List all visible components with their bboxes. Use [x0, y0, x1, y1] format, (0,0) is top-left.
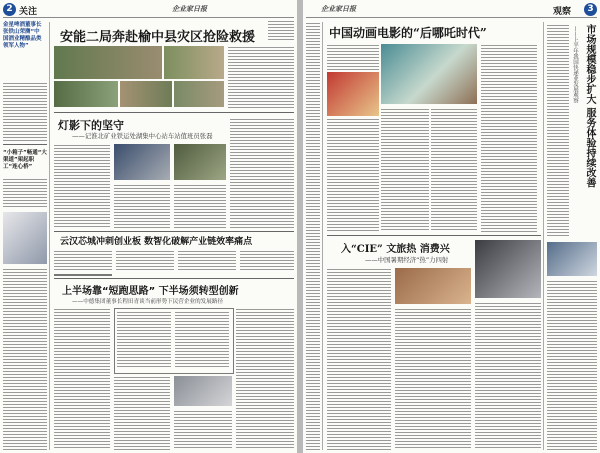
- story-3-text-c: [178, 250, 236, 272]
- left-masthead: [3, 3, 294, 18]
- main-story-text-d: [481, 44, 537, 232]
- story-2-text-b: [395, 308, 471, 450]
- headline-2: 入“CIE” 文旅热 消费兴: [341, 244, 450, 255]
- story-4-photo: [174, 376, 232, 406]
- main-story-text-b: [381, 108, 429, 232]
- story-4-text-b: [114, 376, 170, 450]
- main-headline: 中国动画电影的“后哪吒时代”: [329, 26, 487, 40]
- subheadline-2: ——中国暑期经济“热”力四射: [365, 256, 449, 264]
- sidebar-headline-1: 金星啤酒董事长张铁山荣膺“中国酒业精酿品类领军人物”: [3, 22, 42, 49]
- subheadline-4: ——中德集团董事长程田青谈当前形势下民营企业的发展路径: [72, 299, 224, 305]
- main-lede-text: [327, 44, 379, 70]
- main-story-text: [228, 46, 294, 108]
- rescue-photo-4: [120, 81, 172, 107]
- column-rule: [49, 22, 50, 450]
- vertical-subheadline: ——上半年我国快递业发展观察: [572, 26, 578, 103]
- divider: [54, 278, 294, 279]
- main-story-text-a: [327, 118, 379, 232]
- animation-photo-1: [381, 44, 477, 104]
- vertical-headline: 市场规模稳步扩大 服务体验持续改善: [584, 24, 595, 188]
- headline-4: 上半场靠“短跑思路” 下半场须转型创新: [62, 286, 239, 297]
- story-2-text-a: [327, 268, 391, 450]
- column-rule: [543, 22, 544, 450]
- headline-3: 云汉芯城冲刺创业板 数智化破解产业链效率痛点: [60, 237, 253, 247]
- main-story-text-c: [431, 108, 477, 232]
- vertical-story-text-a: [547, 24, 569, 238]
- headline-2: 灯影下的坚守: [58, 119, 124, 132]
- divider: [54, 112, 294, 113]
- sidebar-text-2: [3, 178, 47, 208]
- sidebar-text-1: [3, 82, 47, 142]
- page-number-badge: 3: [584, 3, 597, 16]
- narrow-column-text: [306, 22, 320, 450]
- story-4-text-a: [54, 308, 110, 450]
- story-2-photo-1: [395, 268, 471, 304]
- divider: [327, 235, 541, 236]
- rescue-photo-2: [164, 46, 224, 79]
- story-4-text-d: [236, 308, 294, 450]
- story-4-boxed-text-a: [117, 311, 171, 369]
- notice-text: [268, 20, 294, 42]
- story-3-text-a: [54, 250, 112, 272]
- story-2-text-b: [114, 184, 170, 228]
- animation-poster: [327, 72, 379, 116]
- rescue-photo-1: [54, 46, 162, 79]
- express-photo: [547, 242, 597, 276]
- main-headline: 安能二局奔赴榆中县灾区抢险救援: [60, 30, 256, 45]
- sidebar-text-3: [3, 268, 47, 450]
- story-2-text-d: [230, 118, 294, 228]
- paper-name: 企业家日报: [321, 4, 356, 13]
- sidebar-headline-2: “小箱子”畅通“大渠道”架起职工“连心桥”: [3, 150, 47, 170]
- section-title: 观察: [553, 7, 572, 17]
- page-number-badge: 2: [3, 3, 16, 16]
- right-page: [303, 0, 600, 453]
- rescue-photo-5: [174, 81, 224, 107]
- story-3-text-d: [240, 250, 294, 272]
- paper-name: 企业家日报: [172, 4, 207, 13]
- sidebar-photo: [3, 212, 47, 264]
- divider: [3, 144, 47, 145]
- story-2-text-c: [475, 302, 541, 450]
- story-4-boxed-text-b: [175, 311, 229, 369]
- story-3-rule: [54, 274, 112, 276]
- story-2-text-c: [174, 184, 226, 228]
- rescue-photo-3: [54, 81, 118, 107]
- story-2-photo-2: [475, 240, 541, 298]
- story-2-text-a: [54, 144, 110, 228]
- story-2-photo-1: [114, 144, 170, 180]
- story-2-photo-2: [174, 144, 226, 180]
- column-rule: [322, 22, 323, 450]
- story-4-text-c: [174, 410, 232, 450]
- left-page: [0, 0, 297, 453]
- vertical-story-text-b: [547, 280, 597, 450]
- divider: [54, 231, 294, 232]
- section-title: 关注: [19, 7, 38, 17]
- story-3-text-b: [116, 250, 174, 272]
- subheadline-2: ——记淮北矿业铁运处湖集中心站车站值班员张磊: [72, 132, 213, 140]
